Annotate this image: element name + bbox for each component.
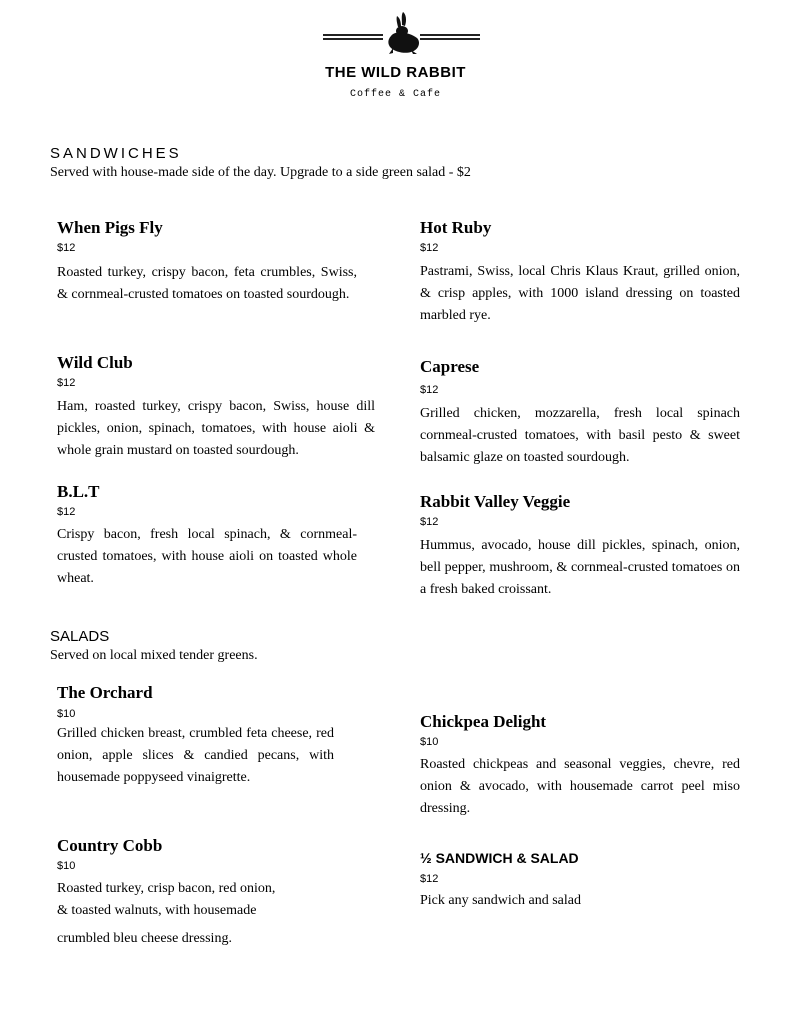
menu-item-price: $12 — [57, 242, 76, 254]
brand-subtitle: Coffee & Cafe — [349, 89, 441, 100]
menu-item-name: The Orchard — [57, 683, 153, 702]
menu-item-name: Country Cobb — [57, 836, 163, 855]
menu-item-description: Hummus, avocado, house dill pickles, spinach, onion, bell pepper, mushroom, & cornmeal-crusted tomatoes on a fresh baked croissant. — [420, 538, 740, 597]
menu-item-name: Chickpea Delight — [420, 712, 547, 731]
menu-item-price: $12 — [57, 377, 76, 389]
menu-item-price: $12 — [420, 242, 439, 254]
sandwiches-subtitle: Served with house-made side of the day. Upgrade to a side green salad - $2 — [50, 165, 471, 180]
brand-name: THE WILD RABBIT — [325, 64, 466, 81]
rabbit-icon — [383, 10, 423, 56]
menu-item-description: Grilled chicken breast, crumbled feta cheese, red onion, apple slices & candied pecans, with housemade poppyseed vinaigrette. — [57, 726, 334, 785]
menu-item-price: $10 — [420, 736, 439, 748]
logo-rule-left — [323, 34, 383, 42]
menu-item-name: Caprese — [420, 357, 480, 376]
menu-item-description: Roasted turkey, crispy bacon, feta crumbles, Swiss, & cornmeal-crusted tomatoes on toasted sourdough. — [57, 265, 357, 302]
menu-item-price: $10 — [57, 708, 76, 720]
menu-item-description: Ham, roasted turkey, crispy bacon, Swiss, house dill pickles, onion, spinach, tomatoes, with house aioli & whole grain mustard on toasted sourdough. — [57, 399, 375, 458]
menu-item-name: Wild Club — [57, 353, 133, 372]
menu-item-name: Hot Ruby — [420, 218, 492, 237]
menu-item-name: When Pigs Fly — [57, 218, 163, 237]
menu-item-description: Roasted chickpeas and seasonal veggies, chevre, red onion & avocado, with housemade carrot peel miso dressing. — [420, 757, 740, 816]
menu-item-name: B.L.T — [57, 482, 100, 501]
menu-item-price: $12 — [57, 506, 76, 518]
menu-item-description: Crispy bacon, fresh local spinach, & cornmeal-crusted tomatoes, with house aioli on toasted whole wheat. — [57, 527, 357, 586]
menu-item-price: $10 — [57, 860, 76, 872]
description-line: & toasted walnuts, with housemade — [57, 903, 257, 918]
salads-subtitle: Served on local mixed tender greens. — [50, 648, 258, 663]
menu-item-price: $12 — [420, 384, 439, 396]
sandwiches-title: SANDWICHES — [50, 145, 182, 162]
menu-item-description: Pick any sandwich and salad — [420, 893, 581, 908]
salads-title: SALADS — [50, 628, 110, 645]
logo-rule-right — [420, 34, 480, 42]
description-line: crumbled bleu cheese dressing. — [57, 931, 232, 946]
menu-item-price: $12 — [420, 516, 439, 528]
menu-item-description: Pastrami, Swiss, local Chris Klaus Kraut, grilled onion, & crisp apples, with 1000 island dressing on toasted marbled rye. — [420, 264, 740, 323]
menu-item-description: Grilled chicken, mozzarella, fresh local spinach cornmeal-crusted tomatoes, with basil pesto & sweet balsamic glaze on toasted sourdough. — [420, 406, 740, 465]
menu-item-price: $12 — [420, 873, 439, 885]
menu-item-name: Rabbit Valley Veggie — [420, 492, 571, 511]
menu-item-name: ½ SANDWICH & SALAD — [420, 850, 579, 866]
menu-item-description — [57, 878, 357, 950]
description-line: Roasted turkey, crisp bacon, red onion, — [57, 881, 276, 896]
